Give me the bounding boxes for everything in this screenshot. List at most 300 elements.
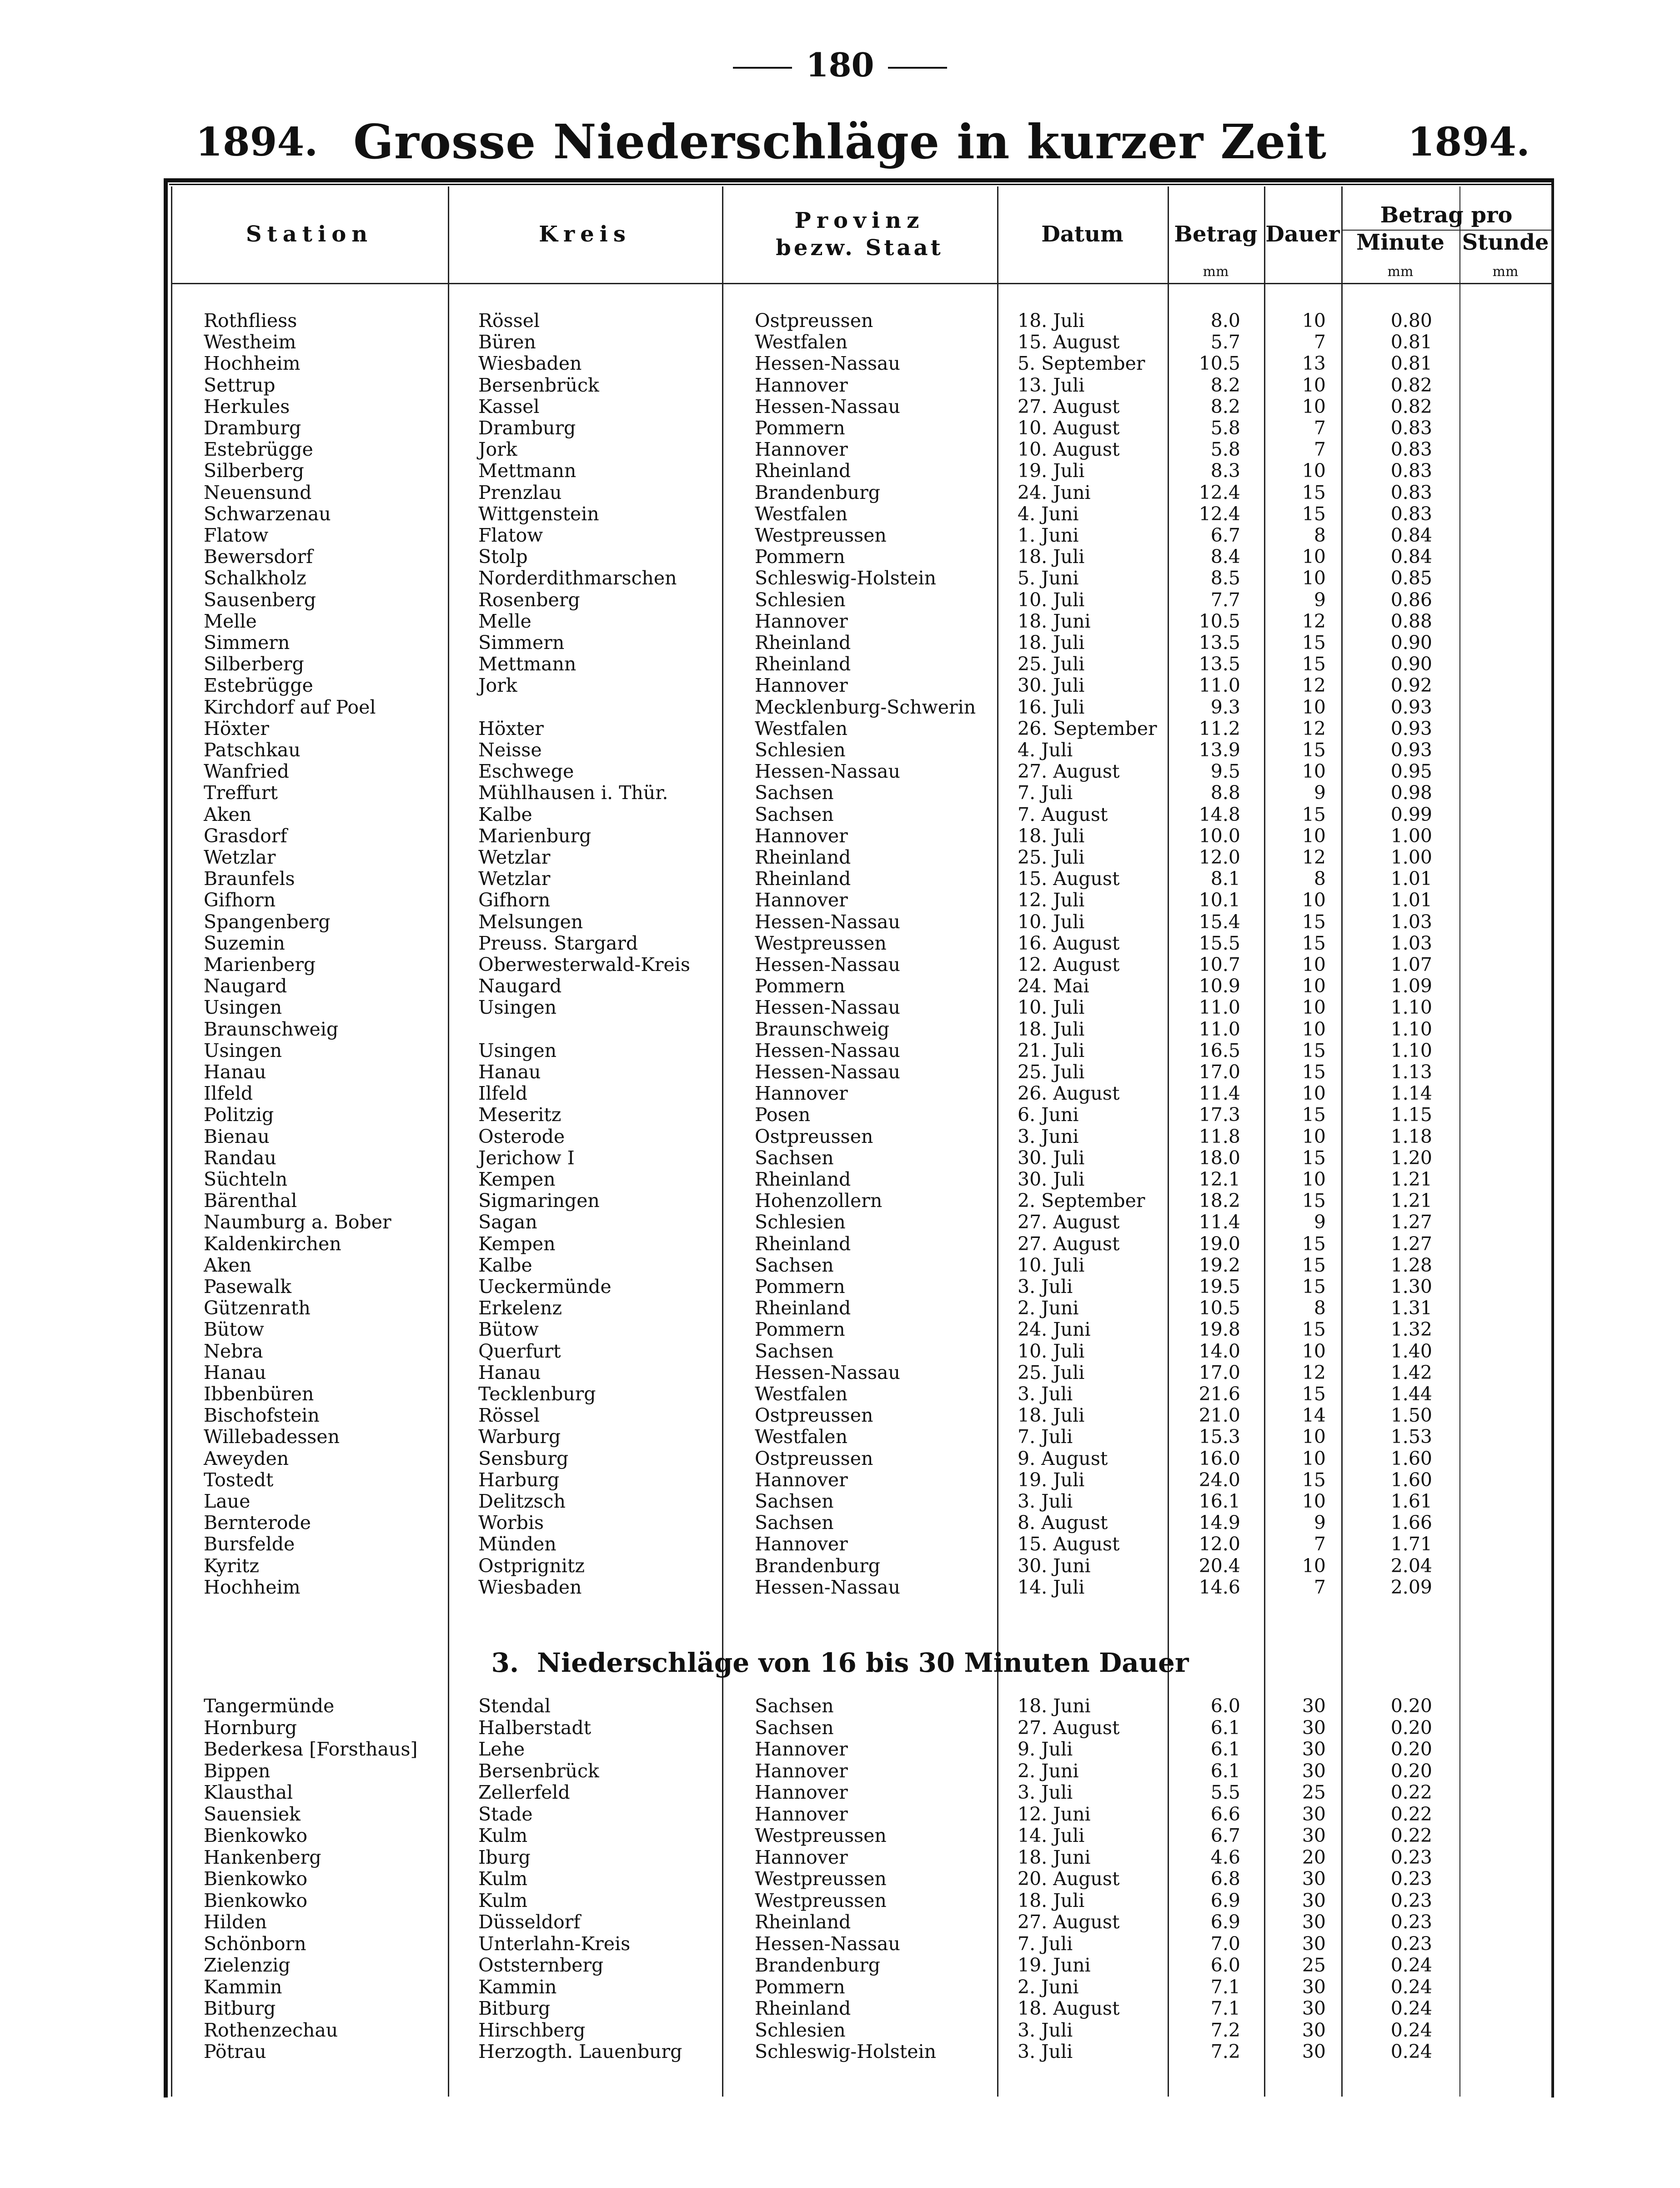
dauer-cell: 10 bbox=[1302, 1426, 1326, 1448]
table-row bbox=[0, 1804, 1680, 1825]
datum-cell: 14. Juli bbox=[1018, 1576, 1085, 1598]
table-row bbox=[0, 310, 1680, 332]
betrag-cell: 7.2 bbox=[1210, 2041, 1240, 2062]
datum-cell: 3. Juli bbox=[1018, 2019, 1073, 2041]
minute-cell: 0.81 bbox=[1390, 331, 1432, 353]
dauer-cell: 30 bbox=[1302, 1760, 1326, 1782]
betrag-cell: 5.7 bbox=[1210, 331, 1240, 353]
table-row bbox=[0, 911, 1680, 933]
station-cell: Flatow bbox=[204, 524, 269, 546]
dauer-cell: 15 bbox=[1302, 1039, 1326, 1061]
provinz-cell: Westpreussen bbox=[755, 1889, 887, 1911]
section-heading bbox=[0, 1647, 1680, 1678]
station-cell: Tostedt bbox=[204, 1469, 274, 1491]
provinz-cell: Rheinland bbox=[755, 1232, 851, 1255]
provinz-cell: Hessen-Nassau bbox=[755, 760, 900, 783]
kreis-cell: Meseritz bbox=[478, 1104, 562, 1126]
dauer-cell: 25 bbox=[1302, 1954, 1326, 1976]
datum-cell: 18. Juni bbox=[1018, 1846, 1091, 1868]
minute-cell: 1.28 bbox=[1390, 1254, 1432, 1276]
station-cell: Braunschweig bbox=[204, 1018, 339, 1040]
station-cell: Klausthal bbox=[204, 1781, 293, 1803]
datum-cell: 30. Juni bbox=[1018, 1554, 1091, 1577]
dauer-cell: 15 bbox=[1302, 1469, 1326, 1491]
table-row bbox=[0, 933, 1680, 954]
datum-cell: 2. Juni bbox=[1018, 1760, 1079, 1782]
datum-cell: 18. Juli bbox=[1018, 825, 1085, 847]
table-row bbox=[0, 1695, 1680, 1717]
minute-cell: 0.24 bbox=[1390, 2019, 1432, 2041]
dauer-cell: 30 bbox=[1302, 1695, 1326, 1717]
minute-cell: 0.23 bbox=[1390, 1846, 1432, 1868]
station-cell: Hochheim bbox=[204, 352, 301, 375]
station-cell: Bischofstein bbox=[204, 1404, 320, 1427]
dauer-cell: 15 bbox=[1302, 481, 1326, 503]
table-row bbox=[0, 1782, 1680, 1803]
dauer-cell: 30 bbox=[1302, 1889, 1326, 1911]
dauer-cell: 14 bbox=[1302, 1404, 1326, 1427]
minute-cell: 0.20 bbox=[1390, 1695, 1432, 1717]
station-cell: Aweyden bbox=[204, 1447, 289, 1469]
station-cell: Süchteln bbox=[204, 1168, 288, 1190]
betrag-cell: 6.8 bbox=[1210, 1868, 1240, 1890]
betrag-cell: 8.8 bbox=[1210, 782, 1240, 804]
provinz-cell: Schlesien bbox=[755, 739, 846, 761]
dauer-cell: 10 bbox=[1302, 310, 1326, 332]
provinz-cell: Sachsen bbox=[755, 1340, 834, 1362]
provinz-cell: Hessen-Nassau bbox=[755, 910, 900, 933]
provinz-cell: Brandenburg bbox=[755, 1554, 880, 1577]
datum-cell: 18. Juli bbox=[1018, 310, 1085, 332]
betrag-cell: 15.4 bbox=[1199, 910, 1240, 933]
betrag-cell: 10.0 bbox=[1199, 825, 1240, 847]
station-cell: Hankenberg bbox=[204, 1846, 321, 1868]
minute-cell: 1.00 bbox=[1390, 825, 1432, 847]
minute-cell: 0.98 bbox=[1390, 782, 1432, 804]
minute-cell: 1.66 bbox=[1390, 1512, 1432, 1534]
kreis-cell: Lehe bbox=[478, 1738, 525, 1760]
betrag-cell: 5.5 bbox=[1210, 1781, 1240, 1803]
provinz-cell: Rheinland bbox=[755, 846, 851, 868]
betrag-cell: 16.1 bbox=[1199, 1490, 1240, 1512]
datum-cell: 3. Juli bbox=[1018, 1276, 1073, 1298]
betrag-cell: 18.0 bbox=[1199, 1147, 1240, 1169]
station-cell: Rothenzechau bbox=[204, 2019, 338, 2041]
datum-cell: 15. August bbox=[1018, 331, 1120, 353]
table-row bbox=[0, 417, 1680, 439]
betrag-cell: 17.3 bbox=[1199, 1104, 1240, 1126]
table-row bbox=[0, 1233, 1680, 1255]
datum-cell: 18. August bbox=[1018, 1997, 1120, 2019]
table-row bbox=[0, 1555, 1680, 1577]
table-row bbox=[0, 1083, 1680, 1104]
kreis-cell: Stade bbox=[478, 1803, 533, 1825]
station-cell: Estebrügge bbox=[204, 674, 313, 697]
provinz-cell: Pommern bbox=[755, 1976, 845, 1998]
kreis-cell: Wiesbaden bbox=[478, 352, 582, 375]
minute-cell: 1.42 bbox=[1390, 1361, 1432, 1383]
minute-cell: 0.93 bbox=[1390, 717, 1432, 739]
provinz-cell: Sachsen bbox=[755, 1716, 834, 1739]
table-row bbox=[0, 997, 1680, 1018]
minute-cell: 1.21 bbox=[1390, 1190, 1432, 1212]
station-cell: Ilfeld bbox=[204, 1082, 253, 1105]
station-cell: Schwarzenau bbox=[204, 503, 331, 525]
betrag-cell: 11.8 bbox=[1199, 1125, 1240, 1147]
station-cell: Gützenrath bbox=[204, 1297, 311, 1319]
betrag-cell: 9.5 bbox=[1210, 760, 1240, 783]
provinz-cell: Braunschweig bbox=[755, 1018, 890, 1040]
provinz-cell: Ostpreussen bbox=[755, 1404, 873, 1427]
station-cell: Bienkowko bbox=[204, 1825, 308, 1846]
table-row bbox=[0, 1426, 1680, 1448]
betrag-cell: 12.4 bbox=[1199, 503, 1240, 525]
betrag-cell: 11.0 bbox=[1199, 996, 1240, 1019]
datum-cell: 27. August bbox=[1018, 1911, 1120, 1933]
minute-cell: 0.83 bbox=[1390, 438, 1432, 461]
kreis-cell: Flatow bbox=[478, 524, 543, 546]
minute-cell: 0.83 bbox=[1390, 417, 1432, 439]
dauer-cell: 12 bbox=[1302, 674, 1326, 697]
datum-cell: 26. September bbox=[1018, 717, 1157, 739]
betrag-cell: 11.0 bbox=[1199, 674, 1240, 697]
betrag-cell: 7.1 bbox=[1210, 1997, 1240, 2019]
table-row bbox=[0, 2041, 1680, 2062]
betrag-cell: 5.8 bbox=[1210, 438, 1240, 461]
minute-cell: 1.27 bbox=[1390, 1211, 1432, 1233]
station-cell: Bederkesa [Forsthaus] bbox=[204, 1738, 418, 1760]
table-row bbox=[0, 1104, 1680, 1126]
table-row bbox=[0, 1019, 1680, 1040]
dauer-cell: 7 bbox=[1314, 438, 1326, 461]
datum-cell: 7. August bbox=[1018, 803, 1108, 825]
provinz-cell: Hannover bbox=[755, 889, 848, 911]
station-cell: Grasdorf bbox=[204, 825, 287, 847]
station-cell: Naumburg a. Bober bbox=[204, 1211, 391, 1233]
betrag-cell: 15.3 bbox=[1199, 1426, 1240, 1448]
datum-cell: 15. August bbox=[1018, 868, 1120, 890]
datum-cell: 21. Juli bbox=[1018, 1039, 1085, 1061]
minute-cell: 0.23 bbox=[1390, 1932, 1432, 1955]
dauer-cell: 30 bbox=[1302, 1803, 1326, 1825]
kreis-cell: Naugard bbox=[478, 975, 562, 997]
provinz-cell: Ostpreussen bbox=[755, 1125, 873, 1147]
table-row bbox=[0, 482, 1680, 503]
minute-cell: 0.90 bbox=[1390, 653, 1432, 675]
header-stunde: Stunde bbox=[1462, 230, 1549, 255]
dauer-cell: 30 bbox=[1302, 1825, 1326, 1846]
betrag-cell: 5.8 bbox=[1210, 417, 1240, 439]
betrag-cell: 16.0 bbox=[1199, 1447, 1240, 1469]
dauer-cell: 30 bbox=[1302, 1738, 1326, 1760]
betrag-cell: 6.7 bbox=[1210, 524, 1240, 546]
station-cell: Silberberg bbox=[204, 460, 304, 482]
minute-cell: 0.86 bbox=[1390, 588, 1432, 611]
minute-cell: 1.44 bbox=[1390, 1383, 1432, 1405]
betrag-cell: 15.5 bbox=[1199, 932, 1240, 954]
betrag-cell: 6.0 bbox=[1210, 1954, 1240, 1976]
table-row bbox=[0, 396, 1680, 417]
table-row bbox=[0, 375, 1680, 396]
kreis-cell: Wiesbaden bbox=[478, 1576, 582, 1598]
minute-cell: 1.40 bbox=[1390, 1340, 1432, 1362]
dauer-cell: 10 bbox=[1302, 825, 1326, 847]
provinz-cell: Hannover bbox=[755, 1533, 848, 1555]
betrag-cell: 10.5 bbox=[1199, 610, 1240, 632]
betrag-cell: 10.5 bbox=[1199, 352, 1240, 375]
kreis-cell: Ilfeld bbox=[478, 1082, 528, 1105]
kreis-cell: Jork bbox=[478, 438, 517, 461]
minute-cell: 0.90 bbox=[1390, 632, 1432, 654]
station-cell: Wanfried bbox=[204, 760, 289, 783]
header-betrag: Betrag bbox=[1174, 221, 1258, 247]
header-bottom-line bbox=[171, 283, 1551, 284]
station-cell: Neuensund bbox=[204, 481, 312, 503]
dauer-cell: 30 bbox=[1302, 1716, 1326, 1739]
betrag-cell: 19.0 bbox=[1199, 1232, 1240, 1255]
station-cell: Bütow bbox=[204, 1318, 264, 1341]
minute-cell: 0.82 bbox=[1390, 374, 1432, 396]
table-row bbox=[0, 1255, 1680, 1276]
station-cell: Bewersdorf bbox=[204, 546, 313, 568]
betrag-cell: 6.9 bbox=[1210, 1889, 1240, 1911]
header-provinz-line2: bezw. Staat bbox=[776, 235, 943, 261]
dauer-cell: 12 bbox=[1302, 846, 1326, 868]
provinz-cell: Pommern bbox=[755, 1318, 845, 1341]
dauer-cell: 15 bbox=[1302, 1383, 1326, 1405]
minute-cell: 1.30 bbox=[1390, 1276, 1432, 1298]
station-cell: Hanau bbox=[204, 1361, 266, 1383]
dauer-cell: 15 bbox=[1302, 932, 1326, 954]
dauer-cell: 15 bbox=[1302, 1061, 1326, 1083]
minute-cell: 1.71 bbox=[1390, 1533, 1432, 1555]
minute-cell: 1.00 bbox=[1390, 846, 1432, 868]
kreis-cell: Querfurt bbox=[478, 1340, 561, 1362]
betrag-cell: 8.1 bbox=[1210, 868, 1240, 890]
betrag-cell: 13.9 bbox=[1199, 739, 1240, 761]
datum-cell: 8. August bbox=[1018, 1512, 1108, 1534]
table-row bbox=[0, 1534, 1680, 1555]
minute-cell: 0.95 bbox=[1390, 760, 1432, 783]
provinz-cell: Hessen-Nassau bbox=[755, 1932, 900, 1955]
page-number-dash-right bbox=[888, 67, 947, 69]
minute-cell: 1.01 bbox=[1390, 868, 1432, 890]
header-minute: Minute bbox=[1356, 230, 1444, 255]
kreis-cell: Unterlahn-Kreis bbox=[478, 1932, 631, 1955]
minute-cell: 1.13 bbox=[1390, 1061, 1432, 1083]
minute-cell: 0.83 bbox=[1390, 503, 1432, 525]
kreis-cell: Simmern bbox=[478, 632, 565, 654]
betrag-cell: 6.1 bbox=[1210, 1738, 1240, 1760]
minute-cell: 0.84 bbox=[1390, 524, 1432, 546]
header-provinz-line1: Provinz bbox=[794, 208, 925, 233]
dauer-cell: 10 bbox=[1302, 1554, 1326, 1577]
dauer-cell: 10 bbox=[1302, 696, 1326, 718]
provinz-cell: Westfalen bbox=[755, 1383, 848, 1405]
dauer-cell: 15 bbox=[1302, 1190, 1326, 1212]
betrag-cell: 13.5 bbox=[1199, 632, 1240, 654]
provinz-cell: Hannover bbox=[755, 825, 848, 847]
provinz-cell: Brandenburg bbox=[755, 481, 880, 503]
station-cell: Hanau bbox=[204, 1061, 266, 1083]
datum-cell: 18. Juni bbox=[1018, 1695, 1091, 1717]
table-row bbox=[0, 1890, 1680, 1911]
datum-cell: 10. Juli bbox=[1018, 996, 1085, 1019]
table-row bbox=[0, 675, 1680, 696]
table-row bbox=[0, 1469, 1680, 1491]
table-row bbox=[0, 1319, 1680, 1340]
minute-cell: 0.92 bbox=[1390, 674, 1432, 697]
header-betrag-pro: Betrag pro bbox=[1380, 202, 1513, 228]
minute-cell: 1.20 bbox=[1390, 1147, 1432, 1169]
table-row bbox=[0, 1868, 1680, 1890]
dauer-cell: 10 bbox=[1302, 1168, 1326, 1190]
page-number bbox=[0, 45, 1680, 84]
station-cell: Zielenzig bbox=[204, 1954, 291, 1976]
provinz-cell: Hannover bbox=[755, 1469, 848, 1491]
datum-cell: 13. Juli bbox=[1018, 374, 1085, 396]
station-cell: Bienau bbox=[204, 1125, 270, 1147]
dauer-cell: 12 bbox=[1302, 1361, 1326, 1383]
kreis-cell: Ostprignitz bbox=[478, 1554, 585, 1577]
station-cell: Bienkowko bbox=[204, 1889, 308, 1911]
table-row bbox=[0, 1448, 1680, 1469]
minute-cell: 1.53 bbox=[1390, 1426, 1432, 1448]
dauer-cell: 10 bbox=[1302, 1447, 1326, 1469]
dauer-cell: 30 bbox=[1302, 1976, 1326, 1998]
kreis-cell: Sensburg bbox=[478, 1447, 569, 1469]
station-cell: Spangenberg bbox=[204, 910, 331, 933]
provinz-cell: Westpreussen bbox=[755, 524, 887, 546]
betrag-cell: 11.2 bbox=[1199, 717, 1240, 739]
kreis-cell: Bersenbrück bbox=[478, 374, 599, 396]
station-cell: Wetzlar bbox=[204, 846, 276, 868]
datum-cell: 15. August bbox=[1018, 1533, 1120, 1555]
provinz-cell: Westfalen bbox=[755, 717, 848, 739]
kreis-cell: Mühlhausen i. Thür. bbox=[478, 782, 668, 804]
dauer-cell: 10 bbox=[1302, 546, 1326, 568]
datum-cell: 3. Juli bbox=[1018, 1490, 1073, 1512]
table-row bbox=[0, 825, 1680, 847]
table-row bbox=[0, 1977, 1680, 1998]
table-row bbox=[0, 503, 1680, 525]
betrag-cell: 18.2 bbox=[1199, 1190, 1240, 1212]
kreis-cell: Erkelenz bbox=[478, 1297, 562, 1319]
betrag-cell: 21.6 bbox=[1199, 1383, 1240, 1405]
kreis-cell: Rössel bbox=[478, 310, 540, 332]
datum-cell: 10. August bbox=[1018, 438, 1120, 461]
kreis-cell: Hirschberg bbox=[478, 2019, 586, 2041]
betrag-cell: 19.2 bbox=[1199, 1254, 1240, 1276]
kreis-cell: Usingen bbox=[478, 1039, 557, 1061]
datum-cell: 27. August bbox=[1018, 1232, 1120, 1255]
betrag-cell: 7.1 bbox=[1210, 1976, 1240, 1998]
betrag-cell: 14.0 bbox=[1199, 1340, 1240, 1362]
betrag-cell: 21.0 bbox=[1199, 1404, 1240, 1427]
table-row bbox=[0, 2020, 1680, 2041]
table-row bbox=[0, 1126, 1680, 1147]
betrag-cell: 10.9 bbox=[1199, 975, 1240, 997]
datum-cell: 10. Juli bbox=[1018, 910, 1085, 933]
betrag-cell: 6.1 bbox=[1210, 1716, 1240, 1739]
betrag-cell: 8.3 bbox=[1210, 460, 1240, 482]
station-cell: Naugard bbox=[204, 975, 287, 997]
betrag-cell: 24.0 bbox=[1199, 1469, 1240, 1491]
dauer-cell: 12 bbox=[1302, 717, 1326, 739]
datum-cell: 12. Juli bbox=[1018, 889, 1085, 911]
dauer-cell: 15 bbox=[1302, 1276, 1326, 1298]
dauer-cell: 13 bbox=[1302, 352, 1326, 375]
provinz-cell: Schleswig-Holstein bbox=[755, 567, 937, 589]
betrag-cell: 8.2 bbox=[1210, 395, 1240, 417]
kreis-cell: Gifhorn bbox=[478, 889, 551, 911]
datum-cell: 19. Juni bbox=[1018, 1954, 1091, 1976]
datum-cell: 30. Juli bbox=[1018, 1147, 1085, 1169]
kreis-cell: Oberwesterwald-Kreis bbox=[478, 954, 690, 976]
page-number-text: 180 bbox=[806, 45, 874, 84]
provinz-cell: Sachsen bbox=[755, 1512, 834, 1534]
station-cell: Gifhorn bbox=[204, 889, 276, 911]
datum-cell: 25. Juli bbox=[1018, 1361, 1085, 1383]
kreis-cell: Kalbe bbox=[478, 803, 532, 825]
kreis-cell: Prenzlau bbox=[478, 481, 562, 503]
datum-cell: 18. Juli bbox=[1018, 1018, 1085, 1040]
minute-cell: 1.14 bbox=[1390, 1082, 1432, 1105]
station-cell: Melle bbox=[204, 610, 257, 632]
provinz-cell: Pommern bbox=[755, 975, 845, 997]
kreis-cell: Münden bbox=[478, 1533, 557, 1555]
minute-cell: 1.27 bbox=[1390, 1232, 1432, 1255]
kreis-cell: Osterode bbox=[478, 1125, 565, 1147]
kreis-cell: Kammin bbox=[478, 1976, 557, 1998]
station-cell: Bienkowko bbox=[204, 1868, 308, 1890]
table-row bbox=[0, 460, 1680, 482]
dauer-cell: 15 bbox=[1302, 910, 1326, 933]
betrag-cell: 11.0 bbox=[1199, 1018, 1240, 1040]
table-row bbox=[0, 1825, 1680, 1846]
minute-cell: 1.32 bbox=[1390, 1318, 1432, 1341]
station-cell: Marienberg bbox=[204, 954, 316, 976]
betrag-cell: 6.6 bbox=[1210, 1803, 1240, 1825]
kreis-cell: Jork bbox=[478, 674, 517, 697]
kreis-cell: Usingen bbox=[478, 996, 557, 1019]
station-cell: Treffurt bbox=[204, 782, 278, 804]
minute-cell: 1.01 bbox=[1390, 889, 1432, 911]
datum-cell: 18. Juli bbox=[1018, 1889, 1085, 1911]
kreis-cell: Hanau bbox=[478, 1061, 541, 1083]
datum-cell: 2. Juni bbox=[1018, 1297, 1079, 1319]
section-number: 3. bbox=[491, 1647, 519, 1678]
section-title: Niederschläge von 16 bis 30 Minuten Dauer bbox=[537, 1647, 1189, 1678]
minute-cell: 0.83 bbox=[1390, 481, 1432, 503]
station-cell: Kirchdorf auf Poel bbox=[204, 696, 376, 718]
datum-cell: 30. Juli bbox=[1018, 1168, 1085, 1190]
minute-cell: 0.88 bbox=[1390, 610, 1432, 632]
datum-cell: 27. August bbox=[1018, 1716, 1120, 1739]
table-row bbox=[0, 1998, 1680, 2019]
provinz-cell: Westfalen bbox=[755, 1426, 848, 1448]
table-row bbox=[0, 1061, 1680, 1083]
datum-cell: 30. Juli bbox=[1018, 674, 1085, 697]
minute-cell: 0.22 bbox=[1390, 1825, 1432, 1846]
datum-cell: 10. August bbox=[1018, 417, 1120, 439]
minute-cell: 1.21 bbox=[1390, 1168, 1432, 1190]
station-cell: Usingen bbox=[204, 996, 282, 1019]
station-cell: Hochheim bbox=[204, 1576, 301, 1598]
datum-cell: 7. Juli bbox=[1018, 1426, 1073, 1448]
year-right: 1894. bbox=[1407, 119, 1530, 165]
betrag-cell: 7.2 bbox=[1210, 2019, 1240, 2041]
